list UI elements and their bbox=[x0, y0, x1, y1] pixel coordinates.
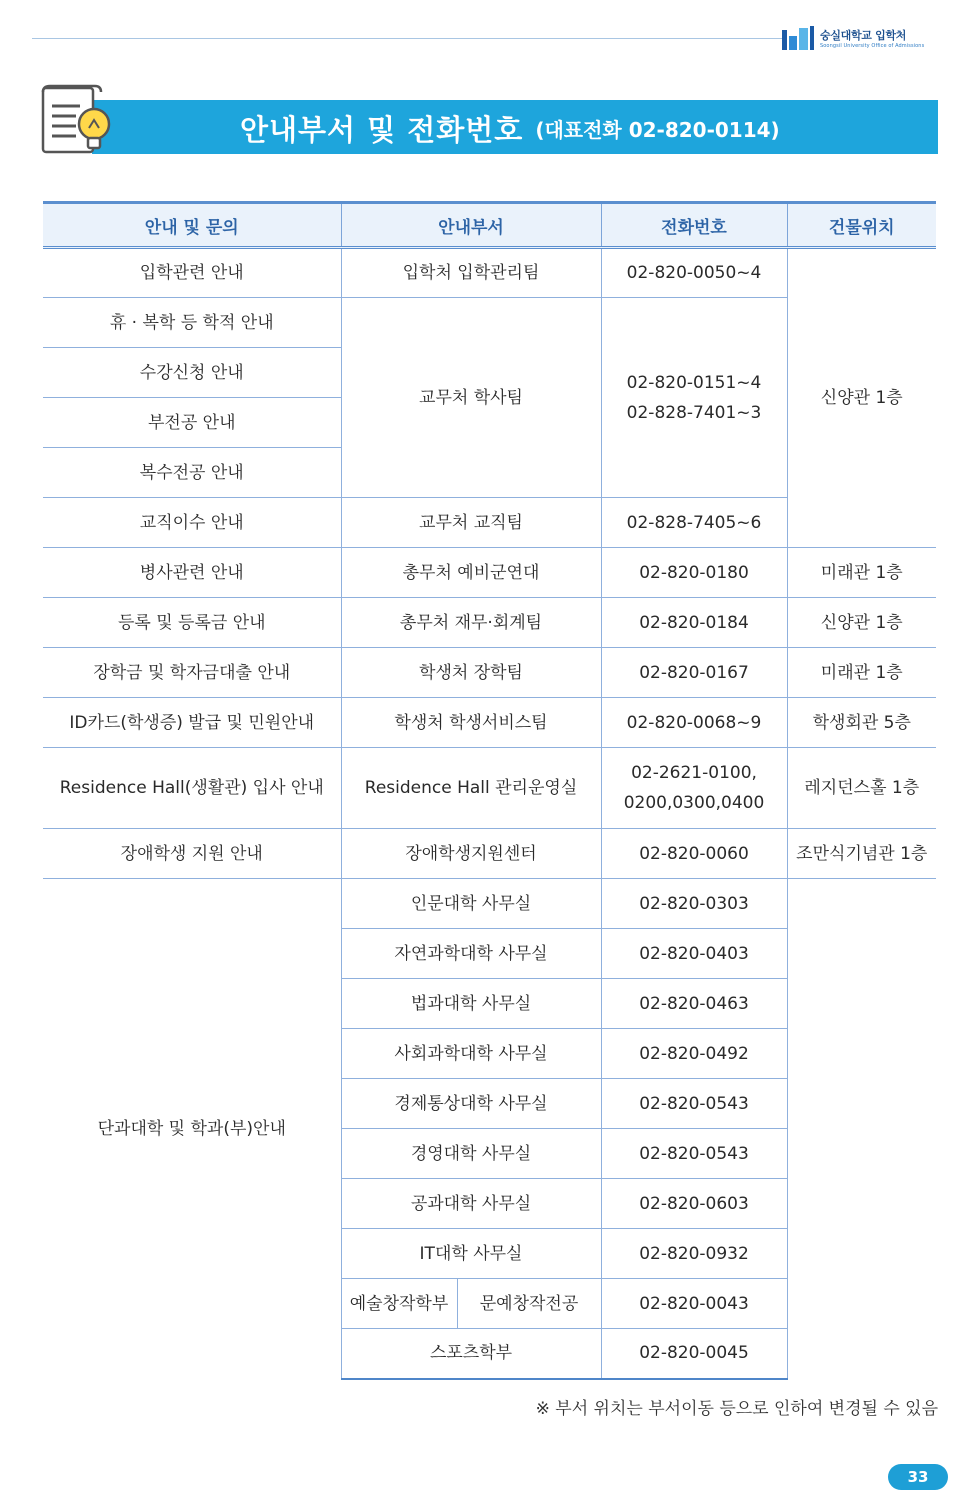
university-brand bbox=[782, 26, 924, 50]
footnote: ※ 부서 위치는 부서이동 등으로 인하여 변경될 수 있음 bbox=[535, 1399, 938, 1419]
location-cell bbox=[787, 879, 936, 1379]
phone-cell: 02-820-0068~9 bbox=[601, 698, 787, 748]
phone-line: 02-820-0151~4 bbox=[626, 372, 762, 393]
inquiry-cell: Residence Hall(생활관) 입사 안내 bbox=[43, 748, 341, 829]
phone-cell: 02-828-7405~6 bbox=[601, 498, 787, 548]
phone-cell: 02-820-0167 bbox=[601, 648, 787, 698]
brand-name: 숭실대학교 입학처 bbox=[820, 29, 907, 42]
location-cell: 조만식기념관 1층 bbox=[787, 829, 936, 879]
dept-cell: 경영대학 사무실 bbox=[341, 1129, 601, 1179]
dept-cell: 장애학생지원센터 bbox=[341, 829, 601, 879]
location-cell: 학생회관 5층 bbox=[787, 698, 936, 748]
page-title bbox=[240, 104, 780, 152]
brand-subtitle: Soongsil University Office of Admissions bbox=[820, 43, 925, 49]
phone-cell: 02-820-0932 bbox=[601, 1229, 787, 1279]
inquiry-cell: ID카드(학생증) 발급 및 민원안내 bbox=[43, 698, 341, 748]
page-number: 33 bbox=[888, 1464, 948, 1490]
phone-cell bbox=[601, 748, 787, 829]
dept-cell: 경제통상대학 사무실 bbox=[341, 1079, 601, 1129]
table-row bbox=[43, 548, 936, 598]
col-header-dept: 안내부서 bbox=[341, 203, 601, 248]
dept-cell: 공과대학 사무실 bbox=[341, 1179, 601, 1229]
table-row bbox=[43, 648, 936, 698]
phone-line: 0200,0300,0400 bbox=[623, 793, 765, 813]
dept-cell: 인문대학 사무실 bbox=[341, 879, 601, 929]
dept-cell: 교무처 학사팀 bbox=[341, 298, 601, 498]
dept-cell: 스포츠학부 bbox=[341, 1329, 601, 1379]
table-row bbox=[43, 598, 936, 648]
location-cell: 신양관 1층 bbox=[787, 248, 936, 548]
phone-cell bbox=[601, 298, 787, 498]
phone-cell: 02-820-0303 bbox=[601, 879, 787, 929]
dept-cell: 학생처 학생서비스팀 bbox=[341, 698, 601, 748]
school-cell: 예술창작학부 bbox=[341, 1279, 457, 1329]
dept-cell: 학생처 장학팀 bbox=[341, 648, 601, 698]
phone-line: 02-828-7401~3 bbox=[626, 402, 762, 423]
inquiry-cell: 등록 및 등록금 안내 bbox=[43, 598, 341, 648]
phone-cell: 02-820-0492 bbox=[601, 1029, 787, 1079]
dept-cell: 총무처 예비군연대 bbox=[341, 548, 601, 598]
inquiry-cell: 복수전공 안내 bbox=[43, 448, 341, 498]
table-row bbox=[43, 748, 936, 829]
dept-cell: 사회과학대학 사무실 bbox=[341, 1029, 601, 1079]
phone-cell: 02-820-0403 bbox=[601, 929, 787, 979]
top-rule bbox=[32, 38, 782, 39]
col-header-location: 건물위치 bbox=[787, 203, 936, 248]
inquiry-cell: 휴 · 복학 등 학적 안내 bbox=[43, 298, 341, 348]
table-row bbox=[43, 829, 936, 879]
phone-cell: 02-820-0050~4 bbox=[601, 248, 787, 298]
phone-cell: 02-820-0043 bbox=[601, 1279, 787, 1329]
location-cell: 미래관 1층 bbox=[787, 648, 936, 698]
phone-cell: 02-820-0603 bbox=[601, 1179, 787, 1229]
col-header-inquiry: 안내 및 문의 bbox=[43, 203, 341, 248]
dept-cell: 법과대학 사무실 bbox=[341, 979, 601, 1029]
inquiry-cell: 교직이수 안내 bbox=[43, 498, 341, 548]
inquiry-cell: 부전공 안내 bbox=[43, 398, 341, 448]
title-phone: (대표전화 02-820-0114) bbox=[535, 117, 780, 142]
table-row bbox=[43, 879, 936, 929]
table-header-row bbox=[43, 203, 936, 248]
phone-cell: 02-820-0543 bbox=[601, 1129, 787, 1179]
title-main: 안내부서 및 전화번호 bbox=[240, 112, 524, 147]
inquiry-cell: 입학관련 안내 bbox=[43, 248, 341, 298]
major-cell: 문예창작전공 bbox=[457, 1279, 601, 1329]
phone-cell: 02-820-0463 bbox=[601, 979, 787, 1029]
phone-cell: 02-820-0045 bbox=[601, 1329, 787, 1379]
university-logo-icon bbox=[782, 26, 814, 50]
inquiry-cell: 장학금 및 학자금대출 안내 bbox=[43, 648, 341, 698]
table-row bbox=[43, 248, 936, 298]
phone-cell: 02-820-0060 bbox=[601, 829, 787, 879]
phone-cell: 02-820-0543 bbox=[601, 1079, 787, 1129]
dept-cell: Residence Hall 관리운영실 bbox=[341, 748, 601, 829]
phone-cell: 02-820-0180 bbox=[601, 548, 787, 598]
location-cell: 레지던스홀 1층 bbox=[787, 748, 936, 829]
document-lightbulb-icon bbox=[40, 84, 118, 158]
contact-table bbox=[43, 201, 936, 1380]
dept-cell: IT대학 사무실 bbox=[341, 1229, 601, 1279]
dept-cell: 입학처 입학관리팀 bbox=[341, 248, 601, 298]
location-cell: 미래관 1층 bbox=[787, 548, 936, 598]
dept-cell: 자연과학대학 사무실 bbox=[341, 929, 601, 979]
inquiry-cell: 병사관련 안내 bbox=[43, 548, 341, 598]
location-cell: 신양관 1층 bbox=[787, 598, 936, 648]
col-header-phone: 전화번호 bbox=[601, 203, 787, 248]
phone-cell: 02-820-0184 bbox=[601, 598, 787, 648]
inquiry-cell: 수강신청 안내 bbox=[43, 348, 341, 398]
inquiry-cell: 단과대학 및 학과(부)안내 bbox=[43, 879, 341, 1379]
dept-cell: 총무처 재무·회계팀 bbox=[341, 598, 601, 648]
table-row bbox=[43, 698, 936, 748]
phone-line: 02-2621-0100, bbox=[631, 763, 757, 783]
dept-cell: 교무처 교직팀 bbox=[341, 498, 601, 548]
inquiry-cell: 장애학생 지원 안내 bbox=[43, 829, 341, 879]
